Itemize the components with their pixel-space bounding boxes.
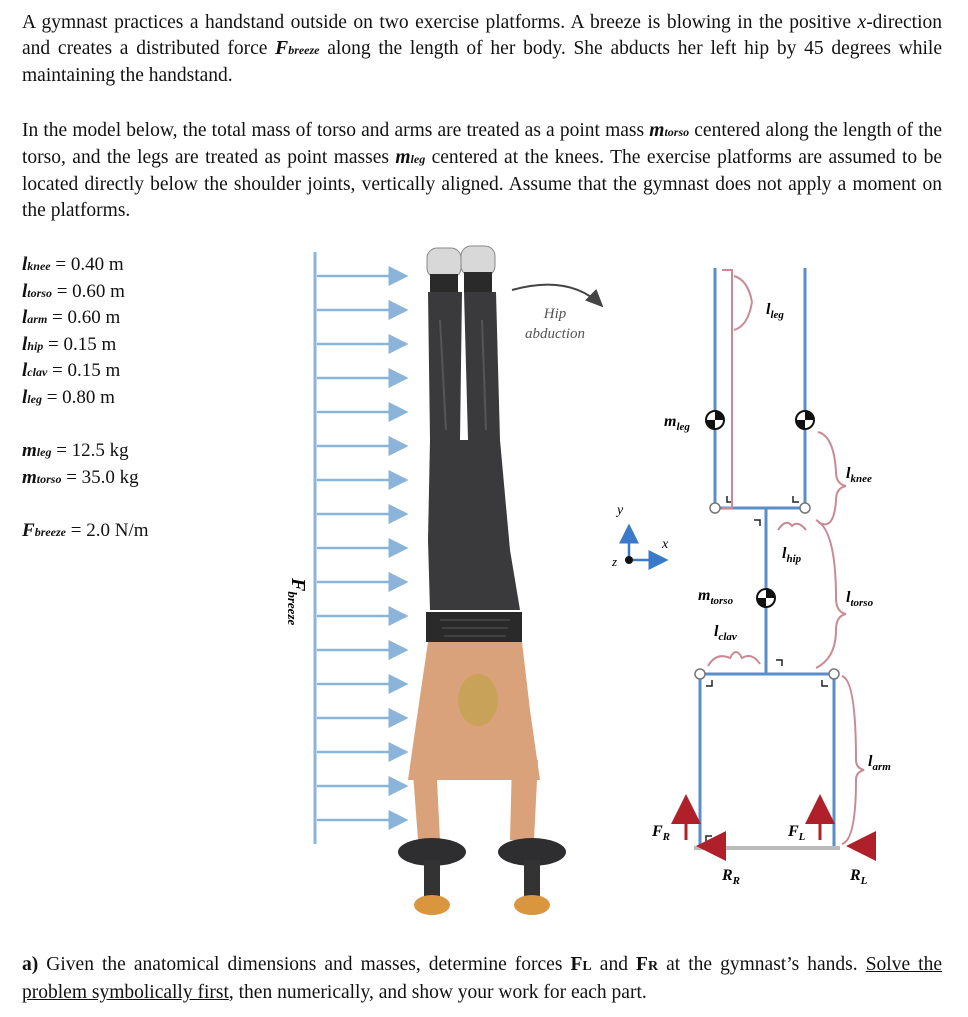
param-l-torso: ltorso = 0.60 m (22, 280, 125, 302)
param-l-knee: lknee = 0.40 m (22, 254, 124, 275)
gymnast-photo (398, 246, 566, 915)
hip-abduction-label-1: Hip (543, 306, 567, 322)
label-l-torso: $l_{torso}$ (846, 589, 874, 609)
handstand-figure (0, 240, 968, 940)
param-l-hip: lhip = 0.15 m (22, 333, 117, 355)
label-r-l: $R_L$ (850, 867, 868, 887)
param-l-leg: lleg = 0.80 m (22, 386, 115, 408)
reaction-forces (686, 800, 874, 846)
param-m-torso: mtorso = 35.0 kg (22, 466, 139, 488)
param-l-arm: larm = 0.60 m (22, 307, 121, 328)
axis-z-label: z (612, 554, 618, 569)
breeze-force-arrows (315, 252, 406, 844)
coordinate-axes (625, 526, 666, 564)
param-m-leg: mleg = 12.5 kg (22, 440, 129, 461)
label-l-clav: $l_{clav}$ (714, 623, 737, 643)
label-l-arm: $l_{arm}$ (868, 753, 891, 773)
axis-x-label: x (662, 537, 669, 552)
param-f-breeze: Fbreeze = 2.0 N/m (22, 520, 149, 541)
label-r-r: $R_R$ (722, 867, 741, 887)
label-m-leg: $m_{leg}$ (664, 413, 690, 433)
axis-y-label: y (617, 503, 624, 518)
label-l-leg: $l_{leg}$ (766, 301, 784, 321)
question-a: a) Given the anatomical dimensions and masses, determine forces FL and FR at the gymnast’s hands. Solve the problem symbolically first, then numerically, and show your work for each part. (22, 954, 942, 1003)
param-l-clav: lclav = 0.15 m (22, 360, 121, 381)
hip-abduction-label-2: abduction (525, 326, 585, 342)
problem-intro: A gymnast practices a handstand outside on two exercise platforms. A breeze is blowing in the positive x-direction and creates a distributed force Fbreeze along the length of her body. She abducts her left hip by 45 degrees while maintaining the handstand. (22, 12, 942, 86)
hip-abduction-arrow (512, 285, 602, 306)
label-f-r: $F_R$ (652, 823, 671, 843)
label-m-torso: $m_{torso}$ (698, 587, 734, 607)
model-description: In the model below, the total mass of torso and arms are treated as a point mass mtorso centered along the length of the torso, and the legs are treated as point masses mleg centered at the knees. The exercise platforms are assumed to be located directly below the shoulder joints, vertically aligned. Assume that the gymnast does not apply a moment on the platforms. (22, 120, 943, 221)
skeleton-model (700, 268, 834, 848)
label-l-knee: $l_{knee}$ (846, 465, 872, 485)
label-l-hip: $l_{hip}$ (782, 545, 802, 565)
f-breeze-label: $F_{breeze}$ (285, 578, 309, 626)
label-f-l: $F_L$ (788, 823, 806, 843)
